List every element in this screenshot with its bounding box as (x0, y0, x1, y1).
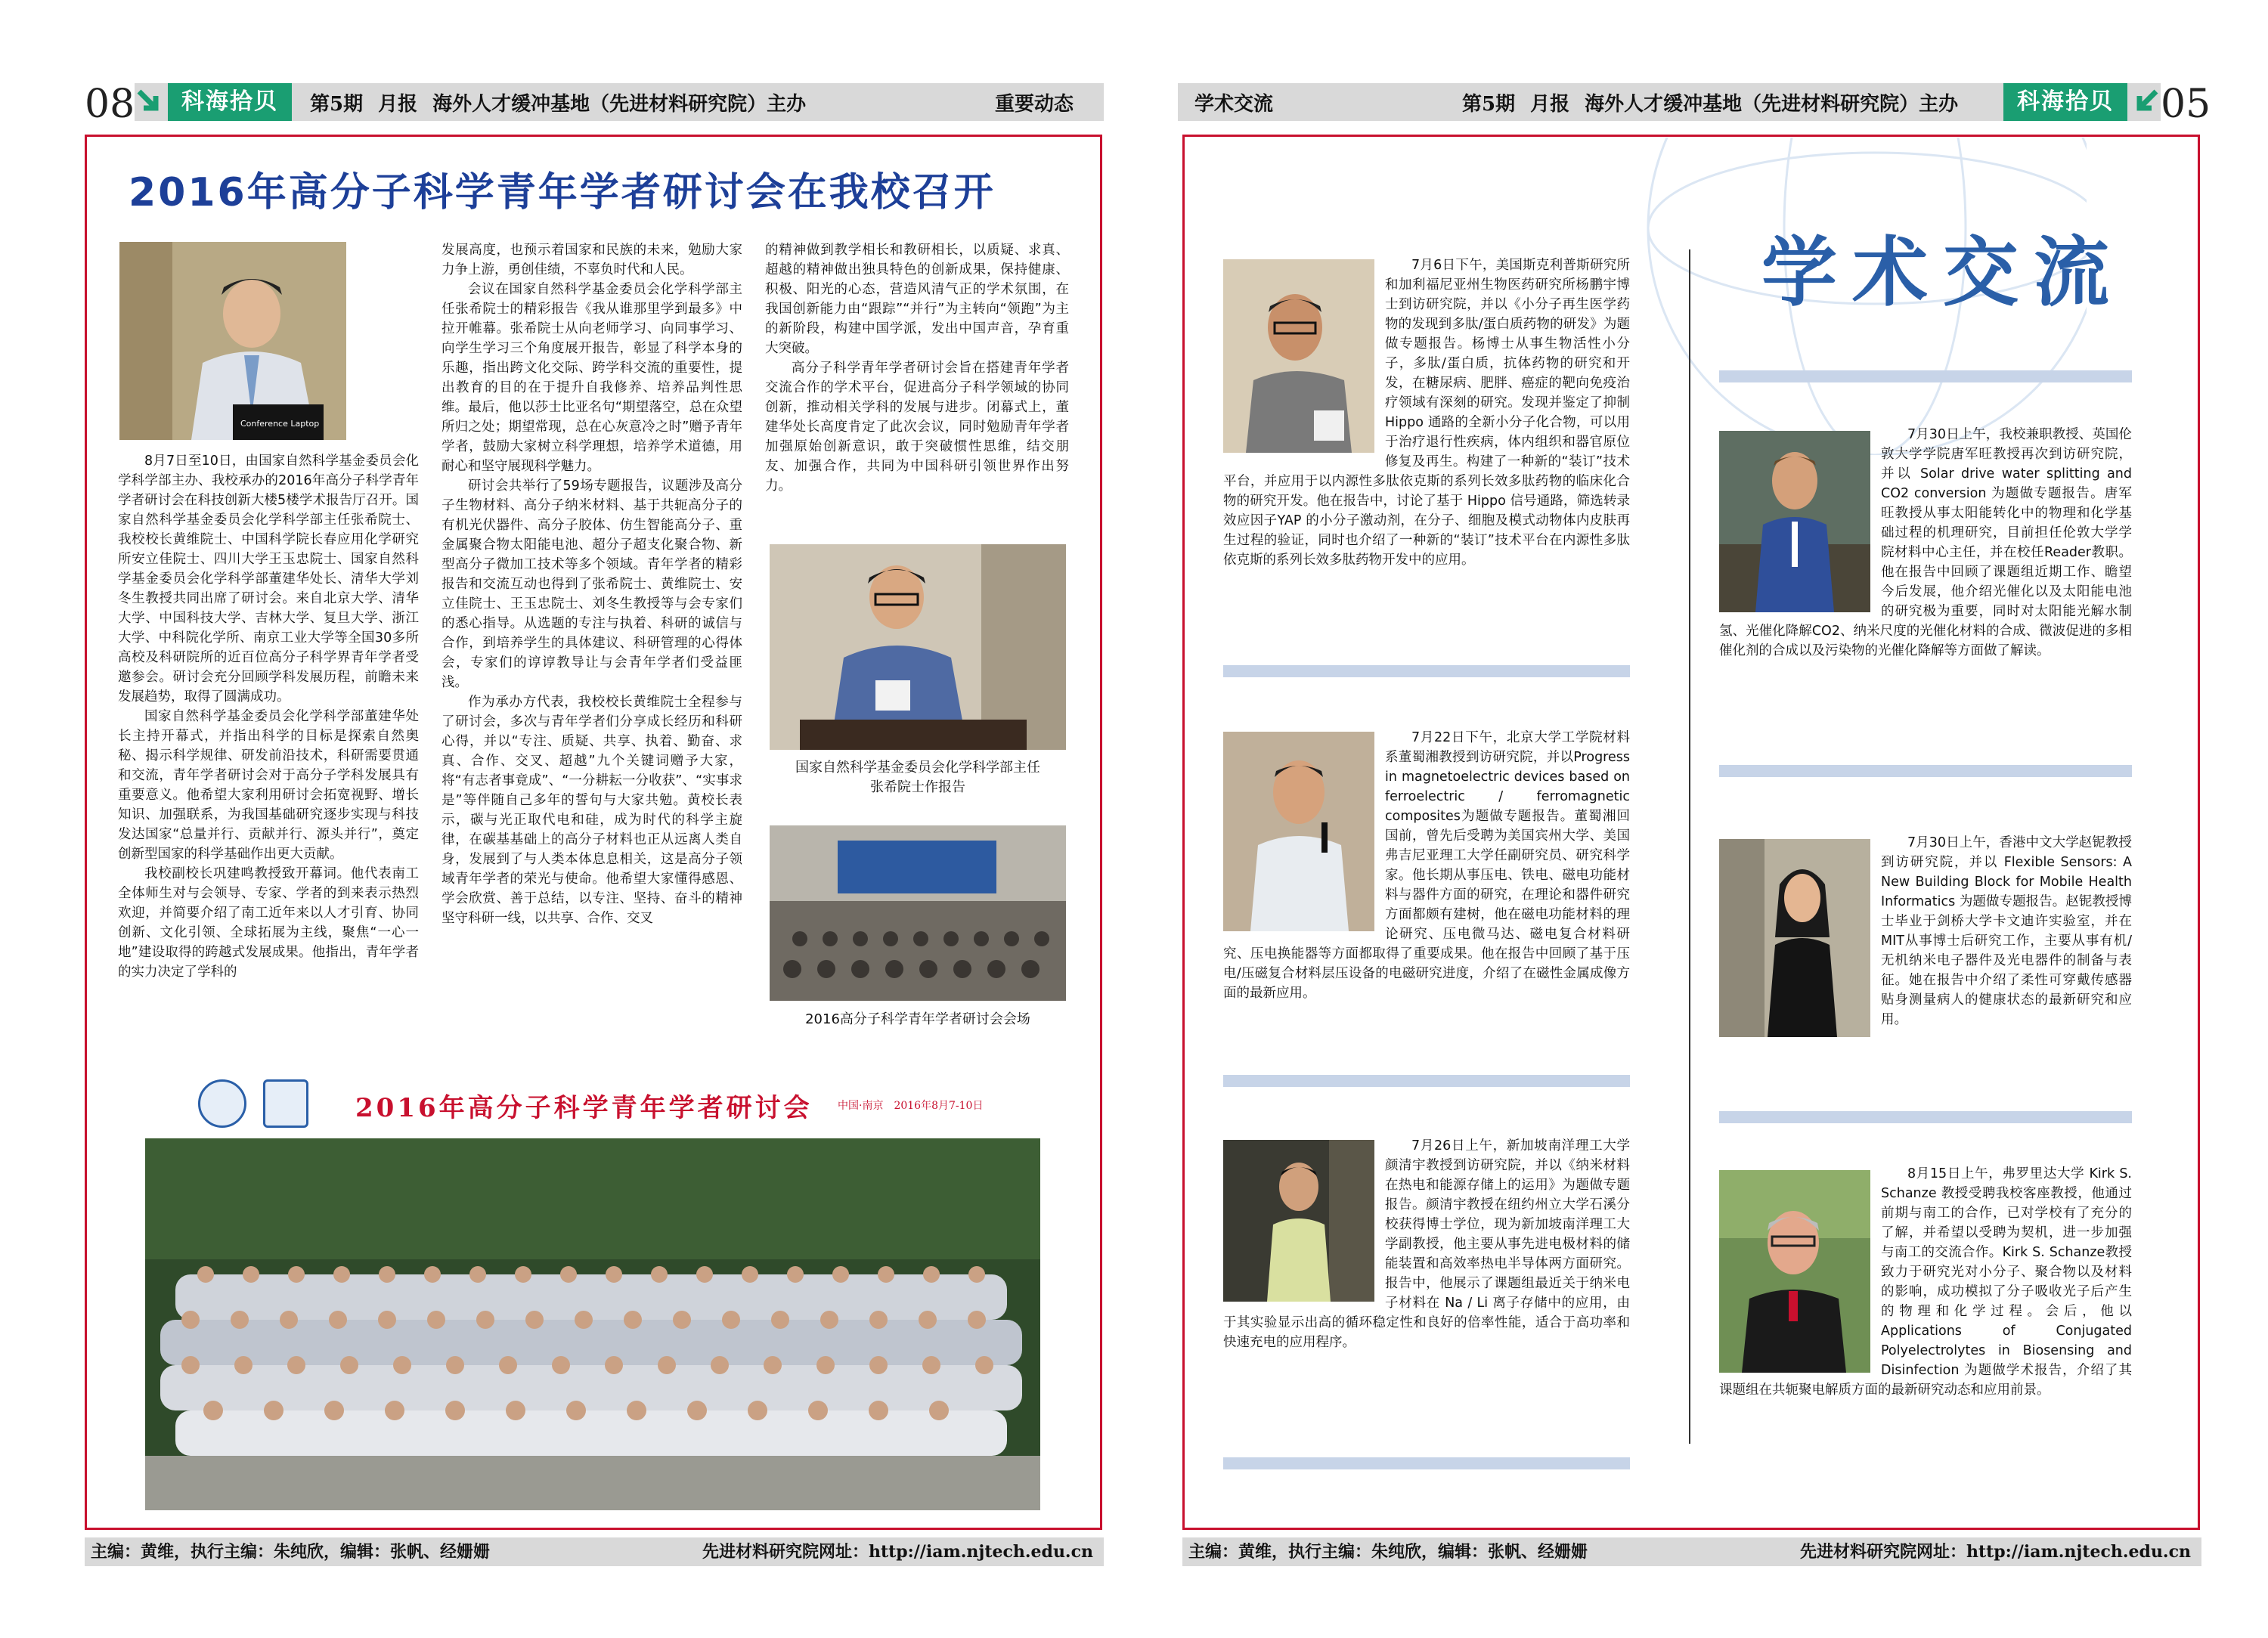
article-column-1 (118, 451, 419, 982)
paragraph: 作为承办方代表，我校校长黄维院士全程参与了研讨会，多次与青年学者们分享成长经历和科研心得，并以“专注、质疑、共享、执着、勤奋、求真、合作、交叉、超越”九个关键词赠予大家，将“有志者事竟成”、“一分耕耘一分收获”、“实事求是”等伴随自己多年的誓句与大家共勉。黄校长表示，碳与光正取代电和硅，成为时代的科学主旋律，在碳基基础上的高分子材料也正从远离人类自身，发展到了与人类本体息息相关，这是高分子领域青年学者的荣光与使命。他希望大家懂得感恩、学会欣赏、善于总结，以专注、坚持、奋斗的精神坚守科研一线，以共享、合作、交叉 (442, 695, 742, 926)
separator-bar (1223, 1457, 1630, 1469)
float-spacer (1223, 728, 1385, 932)
speaker-illustration (770, 544, 1066, 750)
report-text: 8月15日上午，弗罗里达大学 Kirk S. Schanze 教授受聘我校客座教授，他通过前期与南工的合作，已对学校有了充分的了解，并希望以受聘为契机，进一步加强与南工的交流合作。Kirk S. Schanze教授致力于研究光对小分子、聚合物以及材料的影响，成功模拟了分子吸收光子后产生的物理和化学过程。会后，他以 Applications of Conjugated Polyelectrolytes in Biosensing and Disinfection 为题做学术报告，介绍了其课题组在共轭聚电解质方面的最新研究动态和应用前景。 (1719, 1166, 2132, 1398)
photo-caption-1 (770, 758, 1066, 797)
paragraph: 高分子科学青年学者研讨会旨在搭建青年学者交流合作的学术平台，促进高分子科学领域的协同创新，推动相关学科的发展与进步。闭幕式上，董建华处长高度肯定了此次会议，同时勉励青年学者加强原始创新意识，敢于突破惯性思维，结交朋友、加强合作，共同为中国科研引领世界作出努力。 (765, 361, 1069, 494)
report-text: 7月30日上午，我校兼职教授、英国伦敦大学学院唐军旺教授再次到访研究院，并以 Solar drive water splitting and CO2 conversion 为题做专题报告。唐军旺教授从事太阳能转化中的物理和化学基础过程的机理研究，目前担任伦敦大学学院材料中心主任，并在校任Reader教职。他在报告中回顾了课题组近期工作、瞻望今后发展，他介绍光催化以及太阳能电池的研究极为重要，同时对太阳能光解水制氢、光催化降解CO2、纳米尺度的光催化材料的合成、微波促进的多相催化剂的合成以及污染物的光催化降解等方面做了解读。 (1719, 427, 2132, 658)
header-issue: 第5期 (310, 92, 364, 116)
paragraph: 国家自然科学基金委员会化学科学部董建华处长主持开幕式，并指出科学的目标是探索自然奥秘、揭示科学规律、研发前沿技术，科研需要贯通和交流，青年学者研讨会对于高分子学科发展具有重要意义。他希望大家利用研讨会拓宽视野、增长知识、加强联系，为我国基础研究逐步实现与科技发达国家“总量并行、贡献并行、源头并行”，奠定创新型国家的科学基础作出更大贡献。 (118, 709, 419, 862)
page-number: 08 (85, 82, 135, 127)
header-host: 海外人才缓冲基地（先进材料研究院）主办 (1585, 92, 1959, 116)
report-item-5 (1719, 833, 2132, 1039)
venue-illustration (770, 825, 1066, 1001)
paragraph: 发展高度，也预示着国家和民族的未来，勉励大家力争上游，勇创佳绩，不辜负时代和人民。 (442, 243, 742, 277)
banner-subtitle: 中国·南京 2016年8月7-10日 (838, 1100, 984, 1112)
speaker-photo-zhangxi (119, 242, 346, 440)
brand-badge: 科海拾贝 (168, 83, 292, 121)
separator-bar (1719, 1111, 2132, 1123)
footer-website: 先进材料研究院网址：http://iam.njtech.edu.cn (1799, 1542, 2191, 1562)
float-spacer (1223, 255, 1385, 460)
footer-bar (1182, 1537, 2201, 1566)
report-item-6 (1719, 1164, 2132, 1400)
header-type: 月报 (378, 92, 418, 116)
report-text: 7月30日上午，香港中文大学赵铌教授到访研究院，并以 Flexible Sensors: A New Building Block for Mobile Health Informatics 为题做专题报告。赵铌教授博士毕业于剑桥大学卡文迪许实验室，并在MIT从事博士后研究工作，主要从事有机/无机纳米电子器件及光电器件的制备与表征。她在报告中介绍了柔性可穿戴传感器贴身测量病人的健康状态的最新研究和应用。 (1881, 835, 2132, 1027)
section-label: 重要动态 (994, 92, 1074, 116)
section-heading: 学术交流 (1761, 228, 2124, 317)
arrow-icon (2130, 87, 2161, 117)
paragraph: 会议在国家自然科学基金委员会化学科学部主任张希院士的精彩报告《我从谁那里学到最多》中拉开帷幕。张希院士从向老师学习、向同事学习、向学生学习三个角度展开报告，彰显了科学本身的乐趣，指出跨文化交际、跨学科交流的重要性，提出教育的目的在于提升自我修养、培养品判性思维。最后，他以莎士比亚名句“期望落空，总在众望所归之处；期望常现，总在心灰意冷之时”赠予青年学者，鼓励大家树立科学理想，培养学术道德，用耐心和坚守展现科学魅力。 (442, 282, 742, 474)
header-bar (135, 83, 1104, 121)
podium-label: Conference Laptop (240, 419, 320, 429)
caption-line: 国家自然科学基金委员会化学科学部主任 (795, 760, 1040, 776)
speaker-illustration (119, 242, 346, 440)
group-photo-illustration (145, 1138, 1040, 1510)
page-number: 05 (2161, 82, 2211, 127)
brand-badge: 科海拾贝 (2003, 83, 2127, 121)
footer-editors: 主编：黄维，执行主编：朱纯欣，编辑：张帆、经姗姗 (91, 1542, 491, 1562)
paragraph: 的精神做到教学相长和教研相长，以质疑、求真、超越的精神做出独具特色的创新成果，保持健康、积极、阳光的心态，营造风清气正的学术氛围，在我国创新能力由“跟踪”“并行”为主转向“领跑”为主的新阶段，构建中国学派，发出中国声音，孕育重大突破。 (765, 243, 1069, 356)
paragraph: 研讨会共举行了59场专题报告，议题涉及高分子生物材料、高分子纳米材料、基于共轭高分子的有机光伏器件、高分子胶体、仿生智能高分子、重金属聚合物太阳能电池、超分子超支化聚合物、新型高分子微加工技术等多个领域。青年学者的精彩报告和交流互动也得到了张希院士、黄维院士、安立佳院士、王玉忠院士、刘冬生教授等与会专家们的悉心指导。从选题的专注与执着、科研的诚信与合作，到培养学生的具体建议、科研管理的心得体会，专家们的谆谆教导让与会青年学者们受益匪浅。 (442, 478, 742, 690)
separator-bar (1223, 665, 1630, 677)
section-label: 学术交流 (1194, 92, 1274, 116)
separator-bar (1719, 765, 2132, 777)
footer-website: 先进材料研究院网址：http://iam.njtech.edu.cn (702, 1542, 1093, 1562)
article-column-3 (765, 240, 1069, 496)
footer-bar (85, 1537, 1104, 1566)
float-spacer (1719, 1164, 1881, 1374)
header-issue: 第5期 (1462, 92, 1516, 116)
paragraph: 我校副校长巩建鸣教授致开幕词。他代表南工全体师生对与会领导、专家、学者的到来表示热烈欢迎，并简要介绍了南工近年来以人才引育、协同创新、文化引领、全球拓展为主线，聚焦“一心一地”建设取得的跨越式发展成果。他指出，青年学者的实力决定了学科的 (118, 866, 419, 980)
separator-bar (1223, 1075, 1630, 1087)
report-text: 7月26日上午，新加坡南洋理工大学颜清宇教授到访研究院，并以《纳米材料在热电和能源存储上的运用》为题做专题报告。颜清宇教授在纽约州立大学石溪分校获得博士学位，现为新加坡南洋理工大学副教授，他主要从事先进电极材料的储能装置和高效率热电半导体两方面研究。报告中，他展示了课题组最近关于纳米电子材料在 Na / Li 离子存储中的应用，由于其实验显示出高的循环稳定性和良好的倍率性能，适合于高功率和快速充电的应用程序。 (1223, 1138, 1630, 1350)
float-spacer (1719, 833, 1881, 1039)
separator-bar (1719, 370, 2132, 382)
report-item-3 (1223, 1136, 1630, 1352)
university-logo-2 (263, 1079, 308, 1128)
paragraph: 8月7日至10日，由国家自然科学基金委员会化学科学部主办、我校承办的2016年高分子科学青年学者研讨会在科技创新大楼5楼学术报告厅召开。国家自然科学基金委员会化学科学部主任张希院士、我校校长黄维院士、中国科学院长春应用化学研究所安立佳院士、四川大学王玉忠院士、国家自然科学基金委员会化学科学部董建华处长、清华大学刘冬生教授共同出席了研讨会。来自北京大学、清华大学、中国科技大学、吉林大学、复旦大学、浙江大学、中科院化学所、南京工业大学等全国30多所高校及科研院所的近百位高分子科学界青年学者受邀参会。研讨会充分回顾学科发展历程，前瞻未来发展趋势，取得了圆满成功。 (118, 454, 419, 704)
column-divider (1689, 249, 1690, 1444)
headline: 2016年高分子科学青年学者研讨会在我校召开 (129, 170, 996, 215)
speaker-photo-2 (770, 544, 1066, 750)
venue-photo (770, 825, 1066, 1001)
banner-title: 2016年高分子科学青年学者研讨会 (355, 1093, 813, 1123)
right-page (1134, 0, 2268, 1638)
header-bar (1178, 83, 2161, 121)
report-item-4 (1719, 425, 2132, 661)
caption-line: 张希院士作报告 (870, 779, 965, 795)
report-item-1 (1223, 255, 1630, 570)
report-text: 7月6日下午，美国斯克利普斯研究所和加利福尼亚州生物医药研究所杨鹏宇博士到访研究院，并以《小分子再生医学药物的发现到多肽/蛋白质药物的研发》为题做专题报告。杨博士从事生物活性小分子，多肽/蛋白质，抗体药物的研究和开发，在糖尿病、肥胖、癌症的靶向免疫治疗领域有深刻的研究。发现并鉴定了抑制 Hippo 通路的全新小分子化合物，可以用于治疗退行性疾病，体内组织和器官原位修复及再生。构建了一种新的“装订”技术平台，并应用于以内源性多肽依克斯的系列长效多肽药物的临床化合物的研究开发。他在报告中，讨论了基于 Hippo 信号通路，筛选转录效应因子YAP 的小分子激动剂，在分子、细胞及模式动物体内皮肤再生过程的验证，同时也介绍了一种新的“装订”技术平台在内源性多肽依克斯的系列长效多肽药物开发中的应用。 (1223, 258, 1630, 568)
university-logo-1 (198, 1079, 246, 1128)
article-column-2 (442, 240, 742, 928)
photo-caption-2: 2016高分子科学青年学者研讨会会场 (805, 1011, 1030, 1027)
header-host: 海外人才缓冲基地（先进材料研究院）主办 (432, 92, 807, 116)
float-spacer (1719, 425, 1881, 614)
group-photo (145, 1138, 1040, 1510)
report-item-2 (1223, 728, 1630, 1003)
header-type: 月报 (1530, 92, 1570, 116)
float-spacer (1223, 1136, 1385, 1305)
arrow-icon (135, 87, 165, 117)
footer-editors: 主编：黄维，执行主编：朱纯欣，编辑：张帆、经姗姗 (1188, 1542, 1588, 1562)
report-text: 7月22日下午，北京大学工学院材料系董蜀湘教授到访研究院，并以Progress in magnetoelectric devices based on ferroelectric / ferromagnetic composites为题做专题报告。董蜀湘回国前，曾先后受聘为美国宾州大学、美国弗吉尼亚理工大学任副研究员、研究科学家。他长期从事压电、铁电、磁电功能材料与器件方面的研究，在理论和器件研究方面都颇有建树，他在磁电功能材料的理论研究、压电微马达、磁电复合材料研究、压电换能器等方面都取得了重要成果。他在报告中回顾了基于压电/压磁复合材料层压设备的电磁研究进度，介绍了在磁性金属成像方面的最新应用。 (1223, 730, 1630, 1001)
